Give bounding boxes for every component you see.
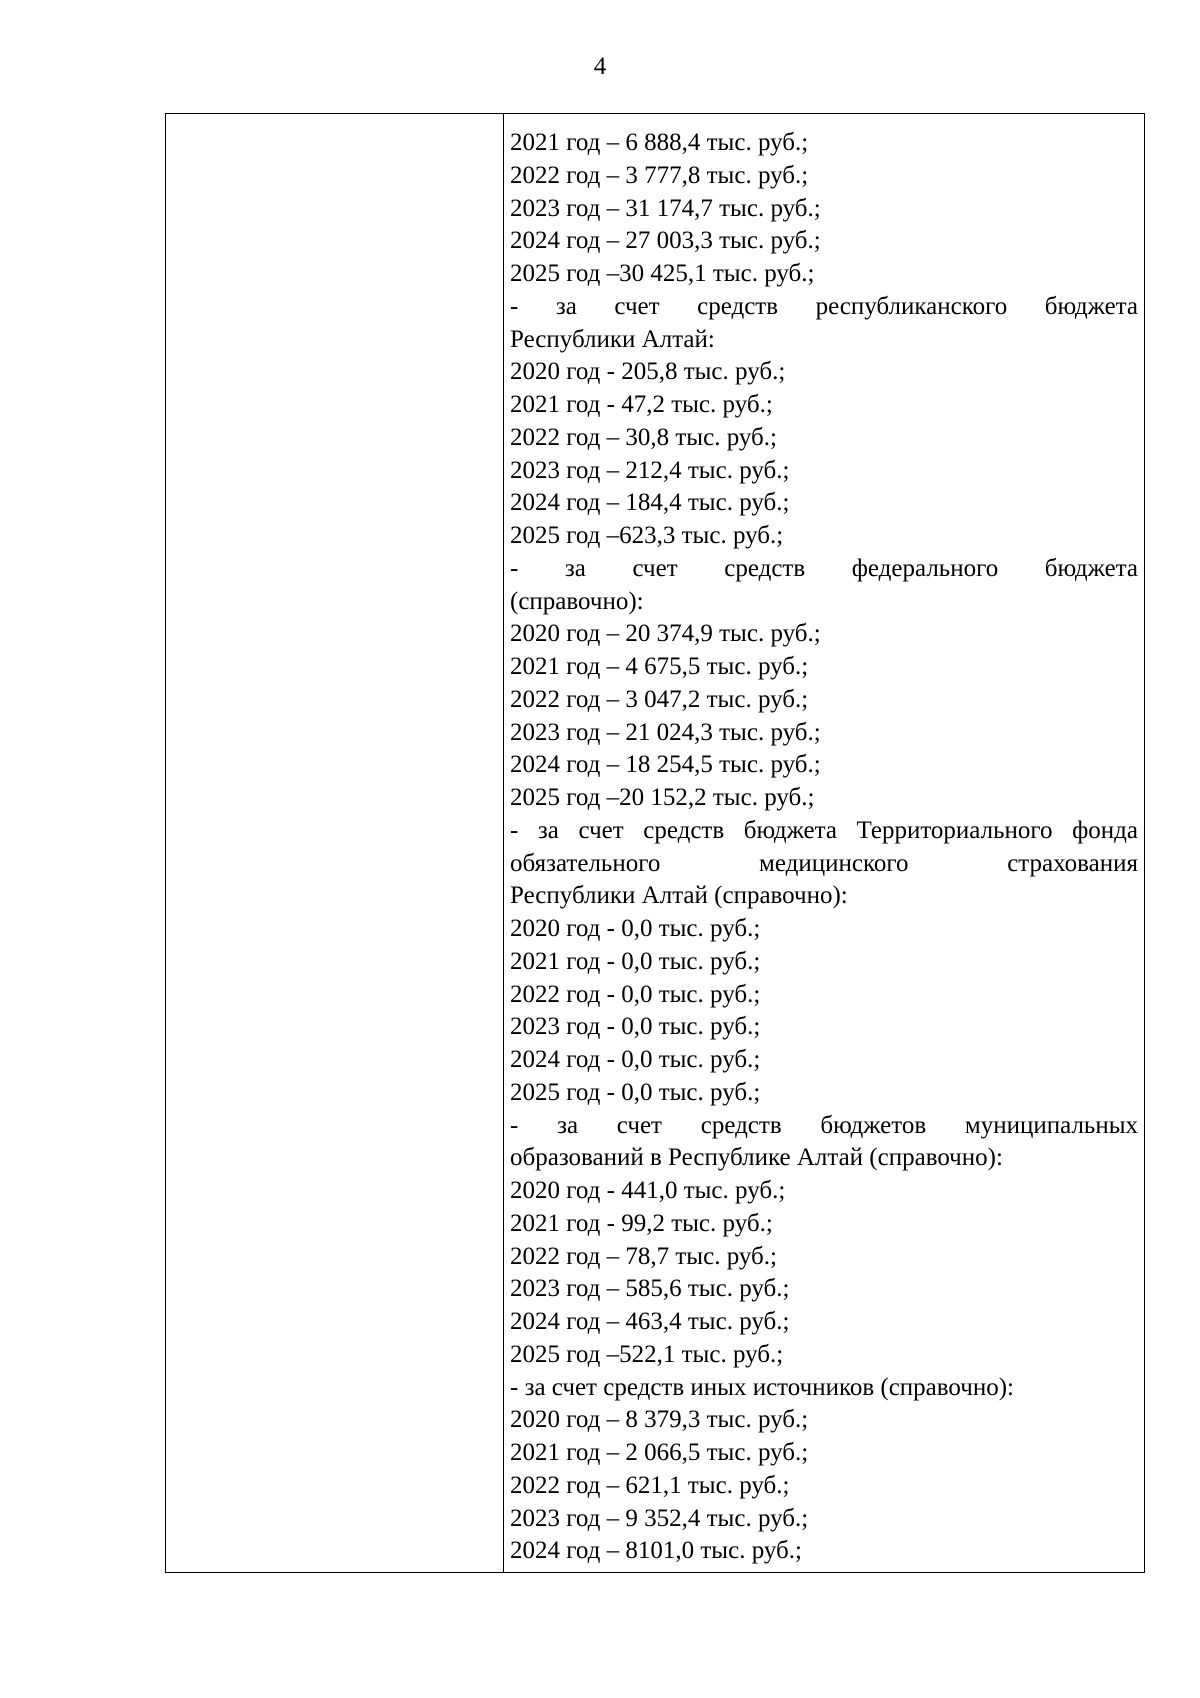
text-line: 2025 год - 0,0 тыс. руб.; xyxy=(510,1078,761,1106)
text-line: 2021 год - 47,2 тыс. руб.; xyxy=(510,391,773,418)
text-line: 2024 год – 27 003,3 тыс. руб.; xyxy=(510,227,821,255)
text-line: 2025 год –623,3 тыс. руб.; xyxy=(510,522,784,549)
text-line: образований в Республике Алтай (справочно): xyxy=(510,1144,1003,1172)
text-line: 2022 год – 78,7 тыс. руб.; xyxy=(510,1242,777,1270)
text-line: 2020 год – 20 374,9 тыс. руб.; xyxy=(510,620,821,648)
text-line: 2021 год – 6 888,4 тыс. руб.; xyxy=(510,129,809,156)
text-line: 2022 год – 621,1 тыс. руб.; xyxy=(510,1471,790,1499)
table-left-cell xyxy=(166,114,504,1572)
text-line: (справочно): xyxy=(510,587,644,615)
text-line: 2023 год – 21 024,3 тыс. руб.; xyxy=(510,718,821,746)
text-line: 2021 год – 2 066,5 тыс. руб.; xyxy=(510,1439,809,1466)
text-line: 2021 год - 99,2 тыс. руб.; xyxy=(510,1209,773,1237)
text-line: 2024 год – 463,4 тыс. руб.; xyxy=(510,1308,790,1335)
table-right-cell xyxy=(504,114,1144,1572)
text-line: 2023 год – 585,6 тыс. руб.; xyxy=(510,1275,790,1303)
text-line: 2025 год –30 425,1 тыс. руб.; xyxy=(510,260,815,287)
text-line: обязательного медицинского страхования xyxy=(510,849,1138,877)
text-line: - за счет средств иных источников (справочно): xyxy=(510,1373,1014,1401)
text-line: Республики Алтай (справочно): xyxy=(510,882,848,910)
text-line: 2022 год – 30,8 тыс. руб.; xyxy=(510,423,777,451)
text-line: 2021 год – 4 675,5 тыс. руб.; xyxy=(510,653,809,680)
text-line: 2024 год – 184,4 тыс. руб.; xyxy=(510,489,790,517)
text-line: 2020 год - 205,8 тыс. руб.; xyxy=(510,358,786,386)
text-line: 2020 год - 0,0 тыс. руб.; xyxy=(510,915,761,942)
text-line: 2023 год - 0,0 тыс. руб.; xyxy=(510,1013,761,1041)
text-line: 2023 год – 212,4 тыс. руб.; xyxy=(510,456,790,484)
text-line: - за счет средств бюджета Территориального фонда xyxy=(510,816,1138,844)
text-line: Республики Алтай: xyxy=(510,325,715,353)
text-line: 2024 год – 8101,0 тыс. руб.; xyxy=(510,1537,802,1565)
funding-table xyxy=(165,113,1145,1573)
page-number: 4 xyxy=(593,53,607,80)
text-line: 2023 год – 9 352,4 тыс. руб.; xyxy=(510,1504,809,1532)
text-line: 2023 год – 31 174,7 тыс. руб.; xyxy=(510,194,821,222)
text-line: 2020 год – 8 379,3 тыс. руб.; xyxy=(510,1406,809,1434)
text-line: 2024 год - 0,0 тыс. руб.; xyxy=(510,1046,761,1073)
text-line: 2024 год – 18 254,5 тыс. руб.; xyxy=(510,751,821,779)
text-line: - за счет средств федерального бюджета xyxy=(510,554,1138,582)
text-line: 2025 год –522,1 тыс. руб.; xyxy=(510,1340,784,1368)
text-line: - за счет средств бюджетов муниципальных xyxy=(510,1111,1138,1139)
text-line: 2025 год –20 152,2 тыс. руб.; xyxy=(510,784,815,811)
text-line: 2022 год – 3 777,8 тыс. руб.; xyxy=(510,161,809,189)
text-line: 2022 год – 3 047,2 тыс. руб.; xyxy=(510,685,809,713)
text-line: 2020 год - 441,0 тыс. руб.; xyxy=(510,1177,786,1204)
text-line: - за счет средств республиканского бюджета xyxy=(510,292,1138,320)
text-line: 2022 год - 0,0 тыс. руб.; xyxy=(510,980,761,1008)
text-line: 2021 год - 0,0 тыс. руб.; xyxy=(510,947,761,975)
